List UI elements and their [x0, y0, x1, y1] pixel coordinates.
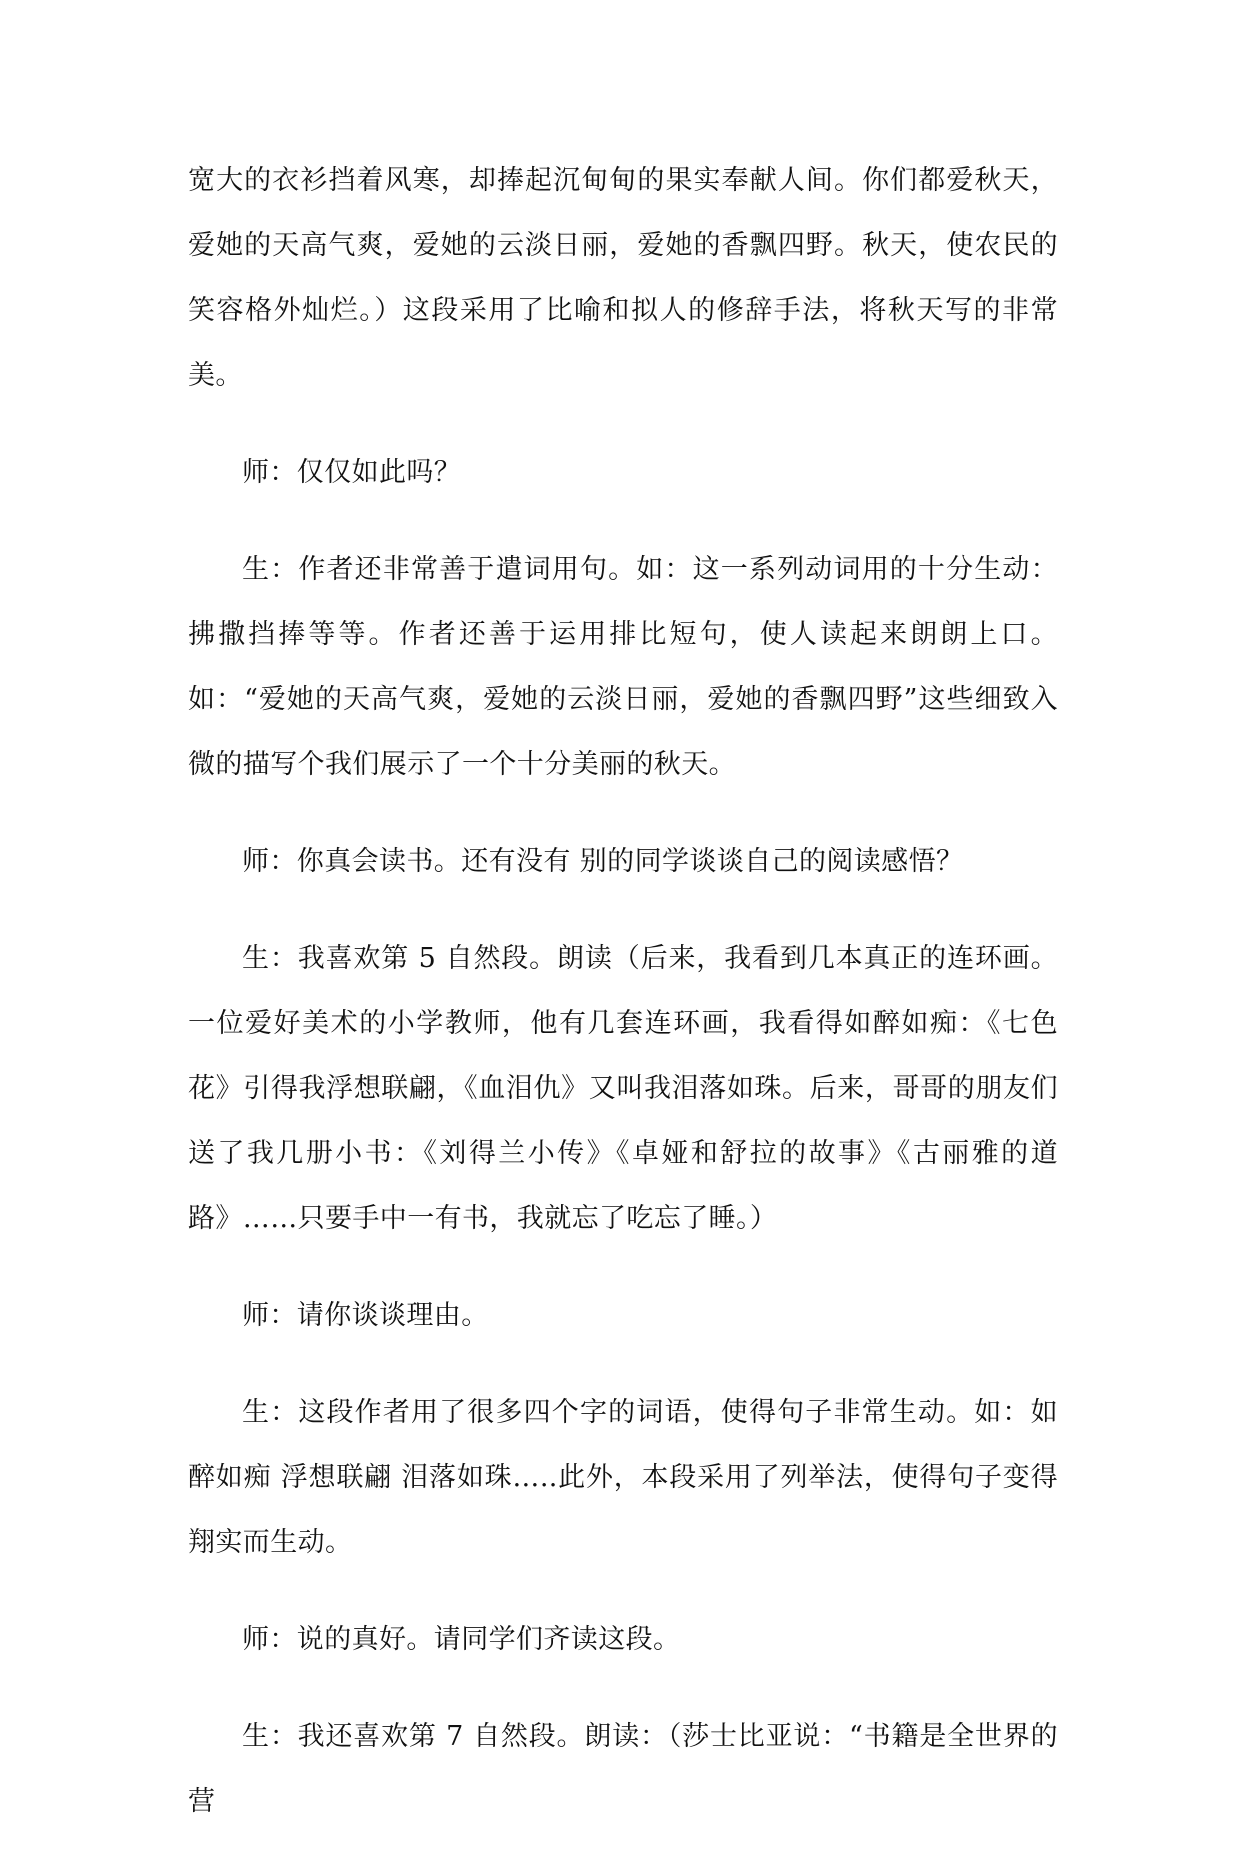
paragraph-student-answer-3: 生：这段作者用了很多四个字的词语，使得句子非常生动。如：如醉如痴 浮想联翩 泪落如珠…..此外，本段采用了列举法，使得句子变得翔实而生动。 — [188, 1397, 1058, 1558]
paragraph-student-answer-4: 生：我还喜欢第 7 自然段。朗读：（莎士比亚说：“书籍是全世界的营 — [188, 1721, 1058, 1817]
document-body — [188, 148, 1058, 1866]
paragraph-teacher-question-1: 师：仅仅如此吗？ — [242, 457, 462, 488]
paragraph-student-answer-1: 生：作者还非常善于遣词用句。如：这一系列动词用的十分生动：拂撒挡捧等等。作者还善于运用排比短句，使人读起来朗朗上口。如：“爱她的天高气爽，爱她的云淡日丽，爱她的香飘四野”这些细致入微的描写个我们展示了一个十分美丽的秋天。 — [188, 554, 1058, 780]
paragraph-continuation: 宽大的衣衫挡着风寒，却捧起沉甸甸的果实奉献人间。你们都爱秋天，爱她的天高气爽，爱她的云淡日丽，爱她的香飘四野。秋天，使农民的笑容格外灿烂。）这段采用了比喻和拟人的修辞手法，将秋天写的非常美。 — [188, 165, 1058, 391]
paragraph-student-answer-2: 生：我喜欢第 5 自然段。朗读（后来，我看到几本真正的连环画。一位爱好美术的小学教师，他有几套连环画，我看得如醉如痴：《七色花》引得我浮想联翩，《血泪仇》又叫我泪落如珠。后来，哥哥的朋友们送了我几册小书：《刘得兰小传》《卓娅和舒拉的故事》《古丽雅的道路》……只要手中一有书，我就忘了吃忘了睡。） — [188, 943, 1058, 1234]
paragraph-teacher-question-3: 师：请你谈谈理由。 — [242, 1300, 489, 1331]
paragraph-teacher-question-2: 师：你真会读书。还有没有 别的同学谈谈自己的阅读感悟？ — [242, 846, 964, 877]
paragraph-teacher-comment: 师：说的真好。请同学们齐读这段。 — [242, 1624, 681, 1655]
